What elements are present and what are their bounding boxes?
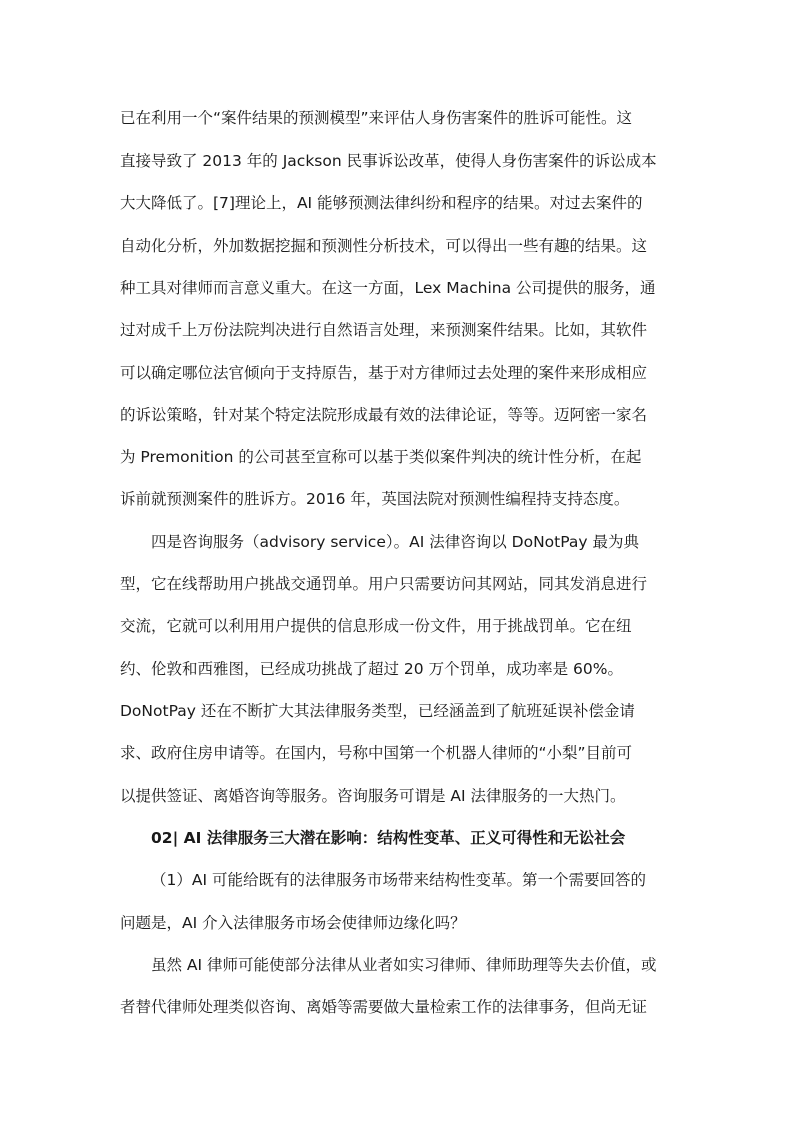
paragraph-line: 诉前就预测案件的胜诉方。2016 年，英国法院对预测性编程持支持态度。 [120, 490, 630, 508]
paragraph-line: 型，它在线帮助用户挑战交通罚单。用户只需要访问其网站，同其发消息进行 [120, 575, 648, 593]
paragraph-line: （1）AI 可能给既有的法律服务市场带来结构性变革。第一个需要回答的 [151, 871, 646, 889]
paragraph-line: 虽然 AI 律师可能使部分法律从业者如实习律师、律师助理等失去价值，或 [151, 956, 657, 974]
paragraph-line: 为 Premonition 的公司甚至宣称可以基于类似案件判决的统计性分析，在起 [120, 448, 642, 466]
paragraph-line: 大大降低了。[7]理论上，AI 能够预测法律纠纷和程序的结果。对过去案件的 [120, 194, 643, 212]
paragraph-line: 自动化分析，外加数据挖掘和预测性分析技术，可以得出一些有趣的结果。这 [120, 237, 648, 255]
paragraph-line: 的诉讼策略，针对某个特定法院形成最有效的法律论证，等等。迈阿密一家名 [120, 406, 648, 424]
paragraph-line: 交流，它就可以利用用户提供的信息形成一份文件，用于挑战罚单。它在纽 [120, 617, 632, 635]
paragraph-line: 可以确定哪位法官倾向于支持原告，基于对方律师过去处理的案件来形成相应 [120, 364, 648, 382]
paragraph-line: 以提供签证、离婚咨询等服务。咨询服务可谓是 AI 法律服务的一大热门。 [120, 787, 626, 805]
paragraph-line: 约、伦敦和西雅图，已经成功挑战了超过 20 万个罚单，成功率是 60%。 [120, 660, 623, 678]
section-heading: 02| AI 法律服务三大潜在影响：结构性变革、正义可得性和无讼社会 [151, 829, 626, 847]
paragraph-line: 种工具对律师而言意义重大。在这一方面，Lex Machina 公司提供的服务，通 [120, 279, 656, 297]
paragraph-line: 者替代律师处理类似咨询、离婚等需要做大量检索工作的法律事务，但尚无证 [120, 998, 648, 1016]
paragraph-line: 求、政府住房申请等。在国内，号称中国第一个机器人律师的“小梨”目前可 [120, 744, 633, 762]
paragraph-line: 已在利用一个“案件结果的预测模型”来评估人身伤害案件的胜诉可能性。这 [120, 109, 633, 127]
paragraph-line: DoNotPay 还在不断扩大其法律服务类型，已经涵盖到了航班延误补偿金请 [120, 702, 635, 720]
paragraph-line: 四是咨询服务（advisory service）。AI 法律咨询以 DoNotPay 最为典 [151, 533, 639, 551]
paragraph-line: 直接导致了 2013 年的 Jackson 民事诉讼改革，使得人身伤害案件的诉讼成本 [120, 152, 657, 170]
paragraph-line: 问题是，AI 介入法律服务市场会使律师边缘化吗？ [120, 914, 466, 932]
paragraph-line: 过对成千上万份法院判决进行自然语言处理，来预测案件结果。比如，其软件 [120, 321, 648, 339]
